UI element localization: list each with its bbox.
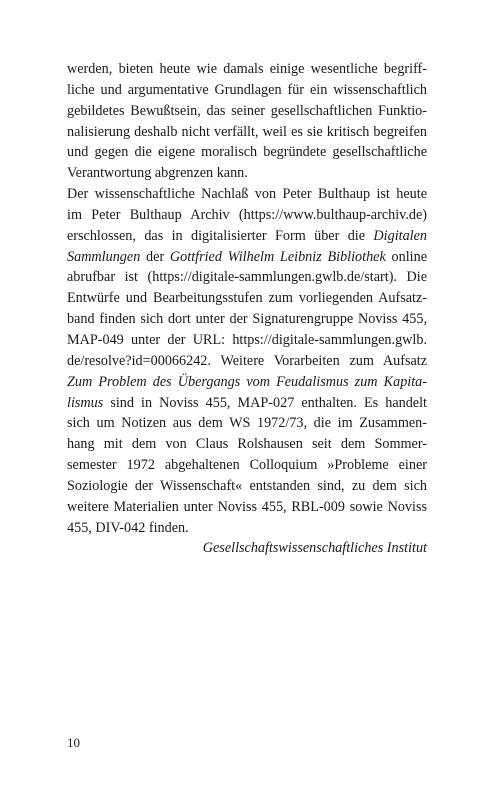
text-line: 455, DIV-042 finden. <box>67 519 189 536</box>
text-line: sich um Notizen aus dem WS 1972/73, die im Zusammen- <box>67 415 427 432</box>
text-line: Der wissenschaftliche Nachlaß von Peter Bulthaup ist heute <box>67 186 427 203</box>
page-text-block <box>67 59 427 559</box>
italic-text-run: Sammlungen <box>67 248 141 265</box>
text-line: werden, bieten heute wie damals einige wesentliche begriff- <box>67 61 427 77</box>
text-line: nalisierung deshalb nicht verfällt, weil es sie kritisch begreifen <box>67 123 427 140</box>
text-run: online <box>385 248 427 265</box>
italic-text-run: Gottfried Wilhelm Leibniz Bibliothek <box>169 248 386 265</box>
text-line: im Peter Bulthaup Archiv (https://www.bulthaup-archiv.de) <box>67 206 427 223</box>
text-line <box>67 538 427 559</box>
text-line: Entwürfe und Bearbeitungsstufen zum vorliegenden Aufsatz- <box>67 290 427 307</box>
text-line: hang mit dem von Claus Rolshausen seit dem Sommer- <box>67 436 427 453</box>
italic-text-run: Digitalen <box>373 227 427 244</box>
text-line: liche und argumentative Grundlagen für ein wissenschaftlich <box>67 81 427 98</box>
text-line <box>67 247 427 268</box>
text-run: der <box>140 248 170 265</box>
text-line: de/resolve?id=00066242. Weitere Vorarbeiten zum Aufsatz <box>67 352 427 369</box>
text-line: abrufbar ist (https://digitale-sammlungen.gwlb.de/start). Die <box>67 269 427 286</box>
text-line: semester 1972 abgehaltenen Colloquium »Probleme einer <box>67 457 427 474</box>
italic-text-run: lismus <box>67 394 104 411</box>
text-run: erschlossen, das in digitalisierter Form über die <box>67 227 374 244</box>
text-run: sind in Noviss 455, MAP-027 enthalten. Es handelt <box>103 394 427 411</box>
text-line <box>67 226 427 247</box>
text-line <box>67 393 427 414</box>
text-line: Verantwortung abgrenzen kann. <box>67 165 248 182</box>
page-number: 10 <box>67 735 80 750</box>
text-line: und gegen die eigene moralisch begründete gesellschaftliche <box>67 144 427 161</box>
text-line: weitere Materialien unter Noviss 455, RBL-009 sowie Noviss <box>67 498 427 515</box>
text-line <box>67 372 427 393</box>
italic-text-run: Zum Problem des Übergangs vom Feudalismus zum Kapita- <box>67 373 427 390</box>
author-signature: Gesellschaftswissenschaftliches Institut <box>202 540 427 557</box>
text-line: MAP-049 unter der URL: https://digitale-sammlungen.gwlb. <box>67 331 427 348</box>
text-line: Soziologie der Wissenschaft« entstanden sind, zu dem sich <box>67 477 427 494</box>
text-line: band finden sich dort unter der Signaturengruppe Noviss 455, <box>67 311 427 328</box>
text-line: gebildetes Bewußtsein, das seiner gesellschaftlichen Funktio- <box>67 102 427 119</box>
